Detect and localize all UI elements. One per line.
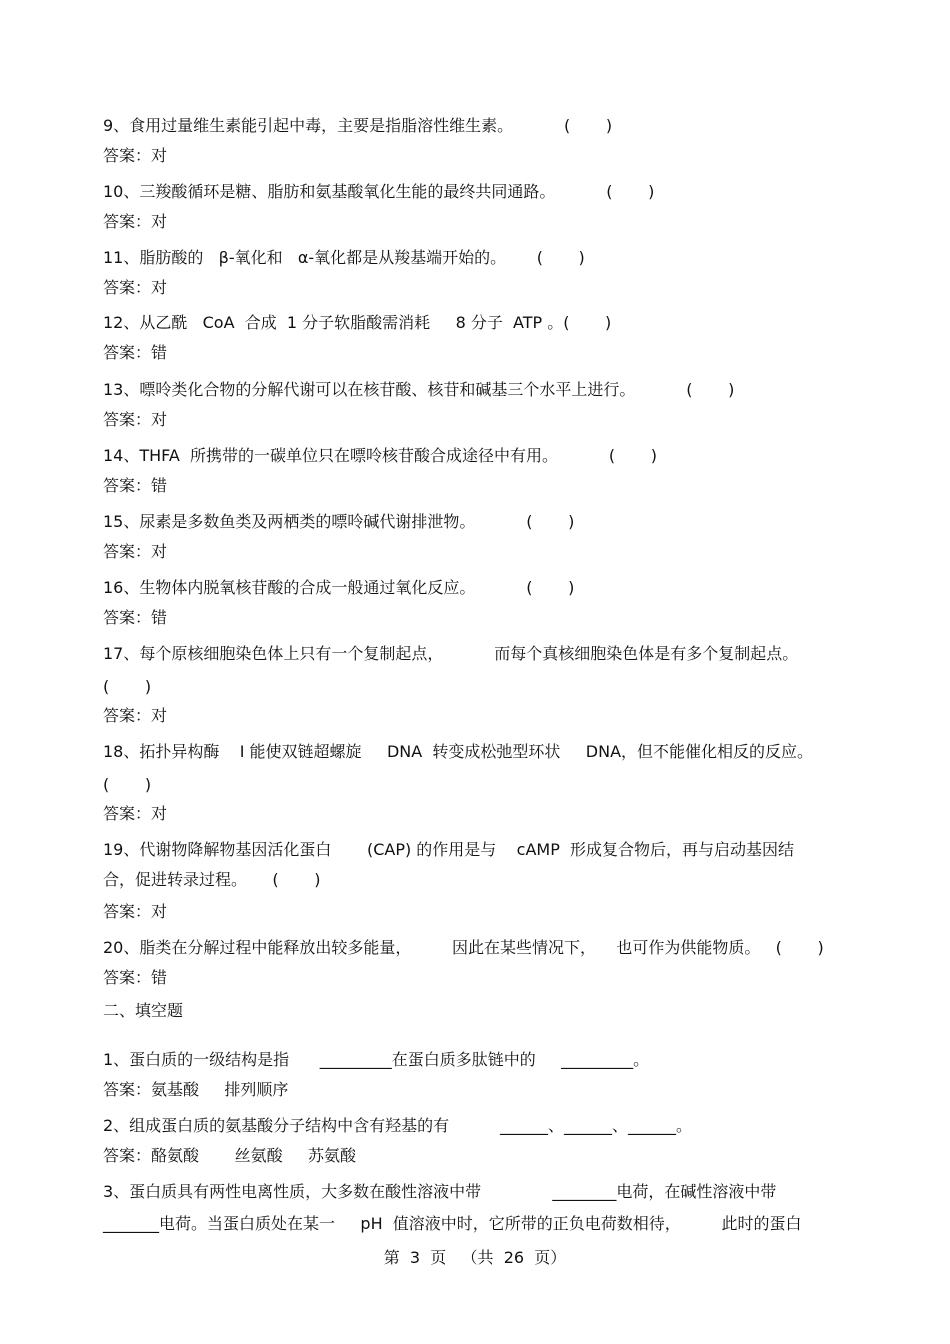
answer-17: 答案：对 — [103, 706, 168, 725]
question-19: 19、代谢物降解物基因活化蛋白 (CAP) 的作用是与 cAMP 形成复合物后，再与启动基因结 — [103, 840, 795, 859]
fill-answer-1: 答案：氨基酸 排列顺序 — [103, 1080, 289, 1099]
question-9: 9、食用过量维生素能引起中毒，主要是指脂溶性维生素。 ( ) — [103, 116, 613, 135]
answer-19: 答案：对 — [103, 902, 168, 921]
question-20: 20、脂类在分解过程中能释放出较多能量， 因此在某些情况下， 也可作为供能物质。 ( ) — [103, 938, 824, 957]
page-footer: 第 3 页 （共 26 页） — [383, 1248, 567, 1267]
question-18: 18、拓扑异构酶 I 能使双链超螺旋 DNA 转变成松弛型环状 DNA，但不能催化相反的反应。 — [103, 742, 814, 761]
answer-14: 答案：错 — [103, 476, 168, 495]
fill-question-3-cont: _______电荷。当蛋白质处在某一 pH 值溶液中时，它所带的正负电荷数相待， 此时的蛋白 — [103, 1214, 802, 1233]
fill-answer-2: 答案：酪氨酸 丝氨酸 苏氨酸 — [103, 1146, 357, 1165]
answer-13: 答案：对 — [103, 410, 168, 429]
answer-20: 答案：错 — [103, 968, 168, 987]
answer-9: 答案：对 — [103, 146, 168, 165]
question-11: 11、脂肪酸的 β-氧化和 α-氧化都是从羧基端开始的。 ( ) — [103, 248, 585, 267]
fill-question-1: 1、蛋白质的一级结构是指 _________在蛋白质多肽链中的 _________。 — [103, 1050, 650, 1069]
question-16: 16、生物体内脱氧核苷酸的合成一般通过氧化反应。 ( ) — [103, 578, 575, 597]
fill-question-3: 3、蛋白质具有两性电离性质，大多数在酸性溶液中带 ________电荷，在碱性溶液中带 — [103, 1182, 777, 1201]
answer-15: 答案：对 — [103, 542, 168, 561]
answer-18: 答案：对 — [103, 804, 168, 823]
fill-question-2: 2、组成蛋白质的氨基酸分子结构中含有羟基的有 ______、______、______。 — [103, 1116, 693, 1135]
answer-11: 答案：对 — [103, 278, 168, 297]
answer-12: 答案：错 — [103, 343, 168, 362]
section-heading: 二、填空题 — [103, 1001, 184, 1020]
question-17-cont: ( ) — [103, 677, 152, 696]
question-19-cont: 合，促进转录过程。 ( ) — [103, 870, 321, 889]
question-18-cont: ( ) — [103, 775, 152, 794]
question-13: 13、嘌呤类化合物的分解代谢可以在核苷酸、核苷和碱基三个水平上进行。 ( ) — [103, 380, 735, 399]
question-10: 10、三羧酸循环是糖、脂肪和氨基酸氧化生能的最终共同通路。 ( ) — [103, 182, 655, 201]
question-15: 15、尿素是多数鱼类及两栖类的嘌呤碱代谢排泄物。 ( ) — [103, 512, 575, 531]
question-12: 12、从乙酰 CoA 合成 1 分子软脂酸需消耗 8 分子 ATP 。( ) — [103, 313, 612, 332]
question-17: 17、每个原核细胞染色体上只有一个复制起点， 而每个真核细胞染色体是有多个复制起点。 — [103, 644, 799, 663]
question-14: 14、THFA 所携带的一碳单位只在嘌呤核苷酸合成途径中有用。 ( ) — [103, 446, 657, 465]
answer-10: 答案：对 — [103, 212, 168, 231]
answer-16: 答案：错 — [103, 608, 168, 627]
